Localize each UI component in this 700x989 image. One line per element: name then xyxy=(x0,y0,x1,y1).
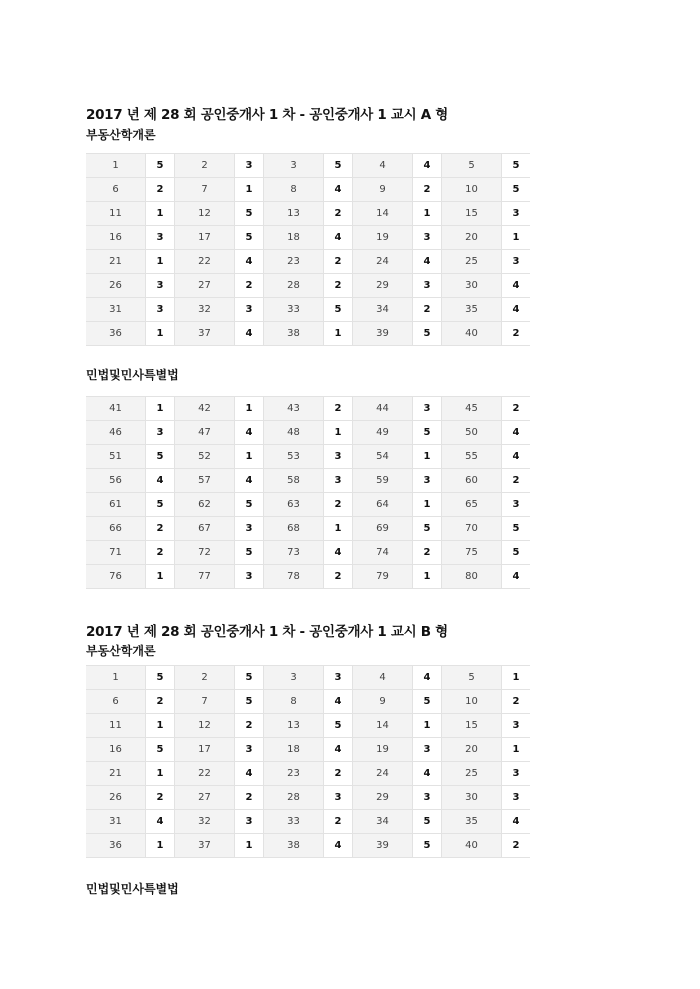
answer-value: 2 xyxy=(413,541,442,565)
question-number: 27 xyxy=(175,786,235,810)
question-number: 13 xyxy=(264,202,324,226)
question-number: 80 xyxy=(442,565,502,589)
question-number: 5 xyxy=(442,154,502,178)
answer-value: 4 xyxy=(235,469,264,493)
answer-value: 5 xyxy=(502,178,531,202)
question-number: 15 xyxy=(442,202,502,226)
answer-value: 2 xyxy=(324,810,353,834)
table-row xyxy=(86,690,530,714)
answer-value: 1 xyxy=(413,714,442,738)
answer-value: 2 xyxy=(502,322,531,346)
question-number: 26 xyxy=(86,786,146,810)
question-number: 2 xyxy=(175,666,235,690)
answer-value: 1 xyxy=(235,834,264,858)
question-number: 34 xyxy=(353,298,413,322)
answer-value: 4 xyxy=(502,274,531,298)
answer-value: 3 xyxy=(235,154,264,178)
answer-value: 1 xyxy=(146,714,175,738)
answer-value: 4 xyxy=(235,421,264,445)
question-number: 9 xyxy=(353,178,413,202)
answer-value: 3 xyxy=(502,762,531,786)
answer-value: 1 xyxy=(413,493,442,517)
question-number: 15 xyxy=(442,714,502,738)
question-number: 17 xyxy=(175,738,235,762)
question-number: 4 xyxy=(353,154,413,178)
answer-value: 5 xyxy=(235,666,264,690)
table-row xyxy=(86,154,530,178)
answer-value: 1 xyxy=(413,202,442,226)
answer-value: 4 xyxy=(235,322,264,346)
question-number: 36 xyxy=(86,834,146,858)
page-title: 2017 년 제 28 회 공인중개사 1 차 - 공인중개사 1 교시 B 형 xyxy=(86,624,448,640)
question-number: 25 xyxy=(442,762,502,786)
question-number: 19 xyxy=(353,226,413,250)
table-row xyxy=(86,493,530,517)
answer-value: 4 xyxy=(413,762,442,786)
subject-heading: 부동산학개론 xyxy=(86,644,156,658)
answer-value: 1 xyxy=(502,226,531,250)
answer-value: 1 xyxy=(235,397,264,421)
question-number: 60 xyxy=(442,469,502,493)
question-number: 35 xyxy=(442,298,502,322)
answer-value: 3 xyxy=(235,565,264,589)
question-number: 1 xyxy=(86,666,146,690)
question-number: 31 xyxy=(86,810,146,834)
answer-value: 3 xyxy=(413,738,442,762)
answer-value: 2 xyxy=(502,397,531,421)
answer-value: 4 xyxy=(324,738,353,762)
question-number: 79 xyxy=(353,565,413,589)
answer-value: 5 xyxy=(235,690,264,714)
answer-value: 5 xyxy=(146,666,175,690)
question-number: 73 xyxy=(264,541,324,565)
answer-value: 5 xyxy=(235,202,264,226)
question-number: 9 xyxy=(353,690,413,714)
question-number: 75 xyxy=(442,541,502,565)
answer-value: 4 xyxy=(413,250,442,274)
table-row xyxy=(86,834,530,858)
question-number: 8 xyxy=(264,690,324,714)
question-number: 55 xyxy=(442,445,502,469)
answer-value: 3 xyxy=(502,250,531,274)
question-number: 47 xyxy=(175,421,235,445)
question-number: 29 xyxy=(353,274,413,298)
answer-value: 1 xyxy=(502,738,531,762)
table-row xyxy=(86,517,530,541)
question-number: 69 xyxy=(353,517,413,541)
answer-value: 5 xyxy=(324,714,353,738)
question-number: 11 xyxy=(86,714,146,738)
question-number: 12 xyxy=(175,202,235,226)
answer-value: 1 xyxy=(235,445,264,469)
answer-value: 3 xyxy=(413,786,442,810)
answer-value: 2 xyxy=(502,690,531,714)
question-number: 26 xyxy=(86,274,146,298)
question-number: 33 xyxy=(264,810,324,834)
question-number: 68 xyxy=(264,517,324,541)
question-number: 56 xyxy=(86,469,146,493)
question-number: 7 xyxy=(175,178,235,202)
answer-value: 5 xyxy=(146,493,175,517)
answer-value: 2 xyxy=(413,178,442,202)
table-row xyxy=(86,786,530,810)
answer-value: 5 xyxy=(146,445,175,469)
answer-value: 1 xyxy=(324,517,353,541)
answer-value: 4 xyxy=(502,298,531,322)
question-number: 59 xyxy=(353,469,413,493)
question-number: 44 xyxy=(353,397,413,421)
question-number: 50 xyxy=(442,421,502,445)
question-number: 63 xyxy=(264,493,324,517)
question-number: 58 xyxy=(264,469,324,493)
answer-value: 3 xyxy=(324,786,353,810)
question-number: 42 xyxy=(175,397,235,421)
answer-value: 4 xyxy=(502,565,531,589)
answer-value: 4 xyxy=(324,178,353,202)
table-row xyxy=(86,226,530,250)
table-row xyxy=(86,178,530,202)
question-number: 46 xyxy=(86,421,146,445)
question-number: 34 xyxy=(353,810,413,834)
table-row xyxy=(86,738,530,762)
question-number: 30 xyxy=(442,274,502,298)
answer-value: 5 xyxy=(324,298,353,322)
answer-value: 1 xyxy=(235,178,264,202)
question-number: 21 xyxy=(86,762,146,786)
question-number: 14 xyxy=(353,202,413,226)
question-number: 40 xyxy=(442,834,502,858)
answer-value: 3 xyxy=(235,298,264,322)
question-number: 5 xyxy=(442,666,502,690)
answer-value: 1 xyxy=(146,322,175,346)
question-number: 22 xyxy=(175,250,235,274)
question-number: 3 xyxy=(264,666,324,690)
answer-value: 1 xyxy=(146,565,175,589)
answer-value: 4 xyxy=(502,810,531,834)
table-row xyxy=(86,274,530,298)
answer-value: 3 xyxy=(324,445,353,469)
table-row xyxy=(86,565,530,589)
answer-value: 3 xyxy=(413,397,442,421)
question-number: 39 xyxy=(353,834,413,858)
answer-value: 1 xyxy=(146,250,175,274)
question-number: 41 xyxy=(86,397,146,421)
question-number: 13 xyxy=(264,714,324,738)
question-number: 74 xyxy=(353,541,413,565)
answer-value: 1 xyxy=(146,762,175,786)
question-number: 64 xyxy=(353,493,413,517)
question-number: 6 xyxy=(86,178,146,202)
answer-value: 1 xyxy=(502,666,531,690)
question-number: 52 xyxy=(175,445,235,469)
answer-value: 2 xyxy=(146,690,175,714)
question-number: 12 xyxy=(175,714,235,738)
answer-value: 5 xyxy=(413,421,442,445)
question-number: 76 xyxy=(86,565,146,589)
answer-value: 3 xyxy=(502,786,531,810)
answer-value: 2 xyxy=(146,178,175,202)
table-row xyxy=(86,421,530,445)
answer-value: 4 xyxy=(324,834,353,858)
answer-value: 5 xyxy=(413,810,442,834)
question-number: 17 xyxy=(175,226,235,250)
table-row xyxy=(86,250,530,274)
table-row xyxy=(86,445,530,469)
question-number: 32 xyxy=(175,298,235,322)
question-number: 10 xyxy=(442,690,502,714)
answer-value: 5 xyxy=(502,541,531,565)
answer-value: 3 xyxy=(146,421,175,445)
table-row xyxy=(86,810,530,834)
answer-value: 1 xyxy=(146,202,175,226)
answer-table xyxy=(86,153,530,346)
question-number: 16 xyxy=(86,738,146,762)
answer-value: 4 xyxy=(146,469,175,493)
question-number: 54 xyxy=(353,445,413,469)
subject-heading: 민법및민사특별법 xyxy=(86,368,179,382)
question-number: 16 xyxy=(86,226,146,250)
question-number: 18 xyxy=(264,226,324,250)
answer-value: 1 xyxy=(324,421,353,445)
question-number: 24 xyxy=(353,250,413,274)
answer-value: 1 xyxy=(413,565,442,589)
answer-value: 4 xyxy=(502,421,531,445)
question-number: 45 xyxy=(442,397,502,421)
question-number: 10 xyxy=(442,178,502,202)
question-number: 77 xyxy=(175,565,235,589)
table-row xyxy=(86,322,530,346)
answer-value: 5 xyxy=(324,154,353,178)
answer-value: 5 xyxy=(502,154,531,178)
question-number: 49 xyxy=(353,421,413,445)
question-number: 66 xyxy=(86,517,146,541)
answer-value: 3 xyxy=(324,469,353,493)
answer-value: 1 xyxy=(146,397,175,421)
question-number: 48 xyxy=(264,421,324,445)
answer-value: 2 xyxy=(324,565,353,589)
answer-value: 2 xyxy=(235,786,264,810)
answer-value: 3 xyxy=(502,714,531,738)
question-number: 4 xyxy=(353,666,413,690)
subject-heading: 민법및민사특별법 xyxy=(86,882,179,896)
question-number: 25 xyxy=(442,250,502,274)
answer-value: 2 xyxy=(413,298,442,322)
question-number: 43 xyxy=(264,397,324,421)
answer-value: 2 xyxy=(324,202,353,226)
answer-value: 2 xyxy=(324,250,353,274)
answer-table xyxy=(86,396,530,589)
question-number: 40 xyxy=(442,322,502,346)
question-number: 71 xyxy=(86,541,146,565)
answer-value: 5 xyxy=(146,738,175,762)
question-number: 57 xyxy=(175,469,235,493)
answer-value: 5 xyxy=(235,226,264,250)
answer-value: 5 xyxy=(235,493,264,517)
question-number: 1 xyxy=(86,154,146,178)
answer-value: 3 xyxy=(413,274,442,298)
question-number: 70 xyxy=(442,517,502,541)
answer-value: 2 xyxy=(146,541,175,565)
answer-value: 2 xyxy=(502,834,531,858)
answer-value: 5 xyxy=(146,154,175,178)
question-number: 51 xyxy=(86,445,146,469)
answer-value: 5 xyxy=(235,541,264,565)
answer-value: 3 xyxy=(146,274,175,298)
question-number: 29 xyxy=(353,786,413,810)
answer-value: 3 xyxy=(235,738,264,762)
question-number: 78 xyxy=(264,565,324,589)
question-number: 23 xyxy=(264,762,324,786)
subject-heading: 부동산학개론 xyxy=(86,128,156,142)
answer-value: 1 xyxy=(146,834,175,858)
answer-value: 5 xyxy=(413,834,442,858)
table-row xyxy=(86,202,530,226)
table-row xyxy=(86,469,530,493)
question-number: 72 xyxy=(175,541,235,565)
answer-value: 2 xyxy=(324,397,353,421)
answer-value: 2 xyxy=(146,517,175,541)
question-number: 37 xyxy=(175,834,235,858)
question-number: 33 xyxy=(264,298,324,322)
answer-value: 2 xyxy=(324,762,353,786)
table-row xyxy=(86,397,530,421)
answer-value: 3 xyxy=(502,493,531,517)
answer-value: 3 xyxy=(235,810,264,834)
answer-value: 3 xyxy=(146,298,175,322)
answer-table xyxy=(86,665,530,858)
answer-value: 4 xyxy=(235,762,264,786)
question-number: 38 xyxy=(264,834,324,858)
question-number: 30 xyxy=(442,786,502,810)
answer-value: 2 xyxy=(146,786,175,810)
question-number: 28 xyxy=(264,786,324,810)
question-number: 31 xyxy=(86,298,146,322)
table-row xyxy=(86,541,530,565)
answer-value: 4 xyxy=(502,445,531,469)
question-number: 20 xyxy=(442,226,502,250)
answer-value: 5 xyxy=(413,690,442,714)
table-row xyxy=(86,298,530,322)
answer-value: 3 xyxy=(502,202,531,226)
question-number: 65 xyxy=(442,493,502,517)
question-number: 19 xyxy=(353,738,413,762)
question-number: 18 xyxy=(264,738,324,762)
question-number: 37 xyxy=(175,322,235,346)
answer-value: 1 xyxy=(324,322,353,346)
answer-value: 2 xyxy=(235,714,264,738)
answer-value: 5 xyxy=(502,517,531,541)
answer-value: 4 xyxy=(413,666,442,690)
answer-value: 5 xyxy=(413,517,442,541)
question-number: 14 xyxy=(353,714,413,738)
question-number: 2 xyxy=(175,154,235,178)
question-number: 36 xyxy=(86,322,146,346)
answer-value: 3 xyxy=(235,517,264,541)
question-number: 27 xyxy=(175,274,235,298)
answer-value: 4 xyxy=(146,810,175,834)
answer-value: 3 xyxy=(413,226,442,250)
answer-value: 1 xyxy=(413,445,442,469)
answer-value: 4 xyxy=(413,154,442,178)
question-number: 22 xyxy=(175,762,235,786)
question-number: 67 xyxy=(175,517,235,541)
answer-value: 5 xyxy=(413,322,442,346)
answer-value: 4 xyxy=(324,690,353,714)
question-number: 35 xyxy=(442,810,502,834)
question-number: 38 xyxy=(264,322,324,346)
answer-value: 4 xyxy=(324,226,353,250)
question-number: 6 xyxy=(86,690,146,714)
question-number: 3 xyxy=(264,154,324,178)
answer-value: 2 xyxy=(324,493,353,517)
question-number: 11 xyxy=(86,202,146,226)
question-number: 32 xyxy=(175,810,235,834)
question-number: 61 xyxy=(86,493,146,517)
question-number: 20 xyxy=(442,738,502,762)
table-row xyxy=(86,762,530,786)
page-title: 2017 년 제 28 회 공인중개사 1 차 - 공인중개사 1 교시 A 형 xyxy=(86,107,448,123)
question-number: 24 xyxy=(353,762,413,786)
answer-value: 3 xyxy=(146,226,175,250)
table-row xyxy=(86,666,530,690)
question-number: 28 xyxy=(264,274,324,298)
question-number: 7 xyxy=(175,690,235,714)
question-number: 53 xyxy=(264,445,324,469)
answer-value: 3 xyxy=(324,666,353,690)
answer-value: 2 xyxy=(502,469,531,493)
answer-value: 4 xyxy=(235,250,264,274)
answer-value: 2 xyxy=(235,274,264,298)
answer-value: 2 xyxy=(324,274,353,298)
table-row xyxy=(86,714,530,738)
question-number: 23 xyxy=(264,250,324,274)
answer-value: 3 xyxy=(413,469,442,493)
question-number: 62 xyxy=(175,493,235,517)
question-number: 39 xyxy=(353,322,413,346)
question-number: 21 xyxy=(86,250,146,274)
answer-value: 4 xyxy=(324,541,353,565)
question-number: 8 xyxy=(264,178,324,202)
